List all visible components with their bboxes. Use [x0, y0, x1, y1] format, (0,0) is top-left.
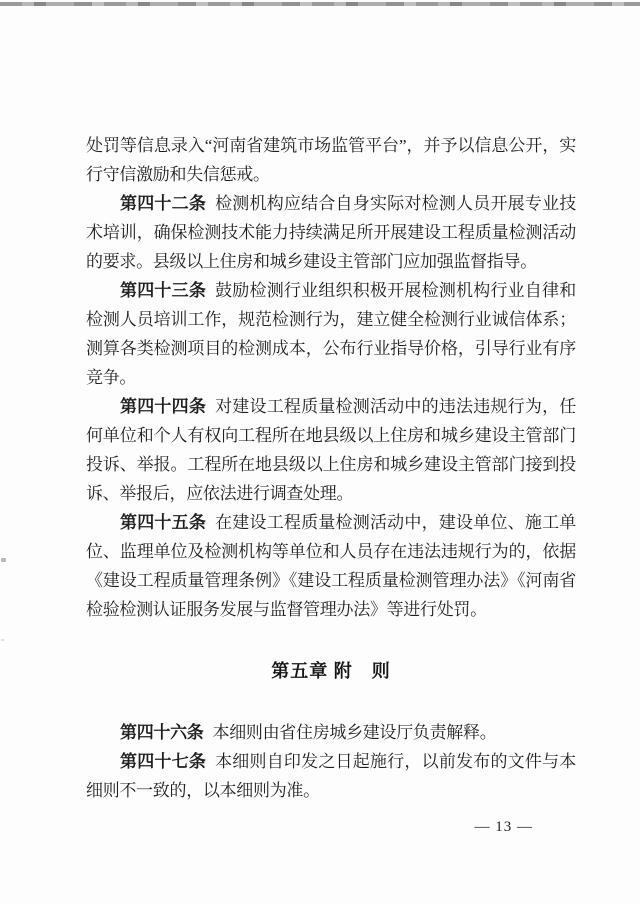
article-42-text: 检测机构应结合自身实际对检测人员开展专业技术培训，确保检测技术能力持续满足所开展建设工程质量检测活动的要求。县级以上住房和城乡建设主管部门应加强监督指导。: [86, 194, 576, 271]
article-46-text: 本细则由省住房城乡建设厅负责解释。: [212, 723, 497, 742]
article-42: [86, 189, 576, 276]
article-46-number: 第四十六条: [120, 723, 204, 742]
article-43: [86, 276, 576, 392]
article-47: [86, 747, 576, 805]
scan-speck: [1, 558, 6, 562]
scan-artifact-top: [0, 2, 640, 6]
article-44: [86, 392, 576, 508]
page-number: — 13 —: [474, 819, 533, 835]
article-42-number: 第四十二条: [120, 194, 207, 213]
article-47-number: 第四十七条: [120, 752, 207, 771]
article-45: [86, 508, 576, 624]
article-44-number: 第四十四条: [120, 397, 207, 416]
chapter-heading: 第五章 附 则: [271, 661, 391, 681]
scan-speck: [1, 639, 4, 641]
article-44-text: 对建设工程质量检测活动中的违法违规行为，任何单位和个人有权向工程所在地县级以上住房和城乡建设主管部门投诉、举报。工程所在地县级以上住房和城乡建设主管部门接到投诉、举报后，应依法进行调查处理。: [86, 397, 576, 503]
article-43-text: 鼓励检测行业组织积极开展检测机构行业自律和检测人员培训工作，规范检测行为，建立健全检测行业诚信体系；测算各类检测项目的检测成本，公布行业指导价格，引导行业有序竞争。: [86, 281, 576, 387]
article-46: [86, 718, 576, 747]
document-body: [86, 131, 576, 805]
continuation-paragraph: 处罚等信息录入“河南省建筑市场监管平台”，并予以信息公开，实行守信激励和失信惩戒。: [86, 136, 576, 184]
article-43-number: 第四十三条: [120, 281, 207, 300]
article-47-text: 本细则自印发之日起施行，以前发布的文件与本细则不一致的，以本细则为准。: [86, 752, 576, 800]
article-45-number: 第四十五条: [120, 513, 207, 532]
article-45-text: 在建设工程质量检测活动中，建设单位、施工单位、监理单位及检测机构等单位和人员存在违法违规行为的，依据《建设工程质量管理条例》《建设工程质量检测管理办法》《河南省检验检测认证服务发展与监督管理办法》等进行处罚。: [86, 513, 576, 619]
